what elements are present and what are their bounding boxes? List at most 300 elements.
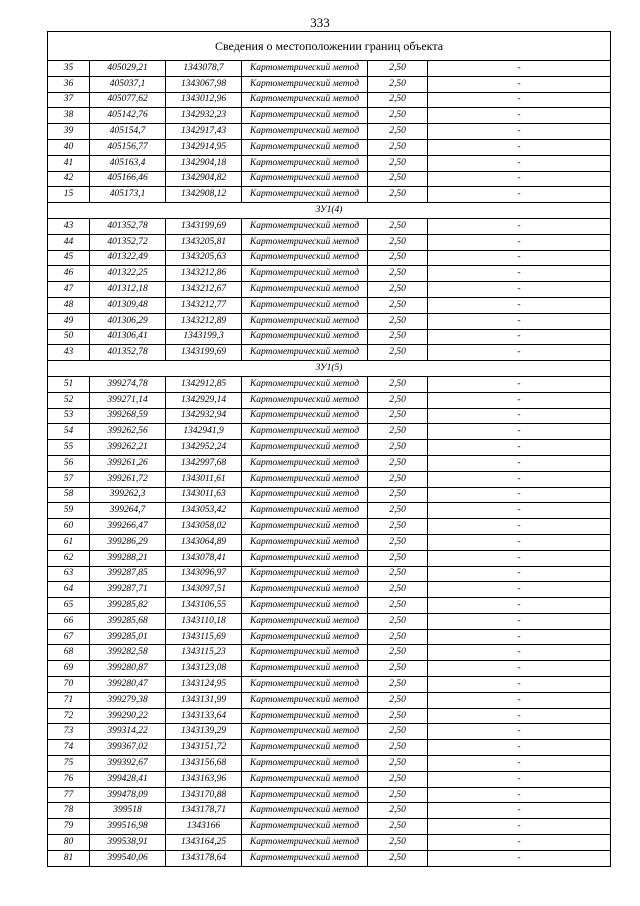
point-number-cell: 59 bbox=[48, 503, 90, 519]
x-coordinate-cell: 399261,72 bbox=[90, 471, 166, 487]
table-row bbox=[48, 550, 611, 566]
y-coordinate-cell: 1343212,89 bbox=[166, 313, 242, 329]
table-row bbox=[48, 613, 611, 629]
accuracy-cell: 2,50 bbox=[368, 76, 428, 92]
x-coordinate-cell: 399288,21 bbox=[90, 550, 166, 566]
method-cell: Картометрический метод bbox=[242, 234, 368, 250]
y-coordinate-cell: 1342941,9 bbox=[166, 424, 242, 440]
point-number-cell: 35 bbox=[48, 61, 90, 77]
point-number-cell: 47 bbox=[48, 282, 90, 298]
point-number-cell: 81 bbox=[48, 850, 90, 866]
y-coordinate-cell: 1343096,97 bbox=[166, 566, 242, 582]
point-number-cell: 69 bbox=[48, 661, 90, 677]
y-coordinate-cell: 1343110,18 bbox=[166, 613, 242, 629]
point-number-cell: 71 bbox=[48, 692, 90, 708]
table-row bbox=[48, 692, 611, 708]
x-coordinate-cell: 399285,01 bbox=[90, 629, 166, 645]
accuracy-cell: 2,50 bbox=[368, 139, 428, 155]
accuracy-cell: 2,50 bbox=[368, 677, 428, 693]
point-number-cell: 63 bbox=[48, 566, 90, 582]
accuracy-cell: 2,50 bbox=[368, 756, 428, 772]
x-coordinate-cell: 401322,49 bbox=[90, 250, 166, 266]
method-cell: Картометрический метод bbox=[242, 155, 368, 171]
y-coordinate-cell: 1343078,41 bbox=[166, 550, 242, 566]
x-coordinate-cell: 399264,7 bbox=[90, 503, 166, 519]
y-coordinate-cell: 1342904,82 bbox=[166, 171, 242, 187]
description-cell: - bbox=[428, 313, 611, 329]
x-coordinate-cell: 399290,22 bbox=[90, 708, 166, 724]
point-number-cell: 41 bbox=[48, 155, 90, 171]
y-coordinate-cell: 1343011,63 bbox=[166, 487, 242, 503]
method-cell: Картометрический метод bbox=[242, 661, 368, 677]
table-row bbox=[48, 61, 611, 77]
accuracy-cell: 2,50 bbox=[368, 329, 428, 345]
method-cell: Картометрический метод bbox=[242, 218, 368, 234]
method-cell: Картометрический метод bbox=[242, 424, 368, 440]
table-row bbox=[48, 76, 611, 92]
method-cell: Картометрический метод bbox=[242, 645, 368, 661]
point-number-cell: 64 bbox=[48, 582, 90, 598]
method-cell: Картометрический метод bbox=[242, 771, 368, 787]
accuracy-cell: 2,50 bbox=[368, 487, 428, 503]
point-number-cell: 49 bbox=[48, 313, 90, 329]
accuracy-cell: 2,50 bbox=[368, 771, 428, 787]
method-cell: Картометрический метод bbox=[242, 313, 368, 329]
table-row bbox=[48, 376, 611, 392]
method-cell: Картометрический метод bbox=[242, 139, 368, 155]
y-coordinate-cell: 1343123,08 bbox=[166, 661, 242, 677]
x-coordinate-cell: 405156,77 bbox=[90, 139, 166, 155]
description-cell: - bbox=[428, 661, 611, 677]
accuracy-cell: 2,50 bbox=[368, 124, 428, 140]
method-cell: Картометрический метод bbox=[242, 803, 368, 819]
y-coordinate-cell: 1342908,12 bbox=[166, 187, 242, 203]
description-cell: - bbox=[428, 550, 611, 566]
x-coordinate-cell: 401312,18 bbox=[90, 282, 166, 298]
point-number-cell: 62 bbox=[48, 550, 90, 566]
description-cell: - bbox=[428, 108, 611, 124]
method-cell: Картометрический метод bbox=[242, 503, 368, 519]
y-coordinate-cell: 1343139,29 bbox=[166, 724, 242, 740]
description-cell: - bbox=[428, 171, 611, 187]
description-cell: - bbox=[428, 724, 611, 740]
accuracy-cell: 2,50 bbox=[368, 471, 428, 487]
accuracy-cell: 2,50 bbox=[368, 740, 428, 756]
description-cell: - bbox=[428, 645, 611, 661]
method-cell: Картометрический метод bbox=[242, 297, 368, 313]
x-coordinate-cell: 405142,76 bbox=[90, 108, 166, 124]
x-coordinate-cell: 399261,26 bbox=[90, 455, 166, 471]
method-cell: Картометрический метод bbox=[242, 187, 368, 203]
method-cell: Картометрический метод bbox=[242, 92, 368, 108]
method-cell: Картометрический метод bbox=[242, 582, 368, 598]
table-row bbox=[48, 408, 611, 424]
table-row bbox=[48, 424, 611, 440]
y-coordinate-cell: 1343011,61 bbox=[166, 471, 242, 487]
method-cell: Картометрический метод bbox=[242, 835, 368, 851]
accuracy-cell: 2,50 bbox=[368, 61, 428, 77]
method-cell: Картометрический метод bbox=[242, 376, 368, 392]
point-number-cell: 39 bbox=[48, 124, 90, 140]
method-cell: Картометрический метод bbox=[242, 787, 368, 803]
table-row bbox=[48, 819, 611, 835]
point-number-cell: 36 bbox=[48, 76, 90, 92]
x-coordinate-cell: 405166,46 bbox=[90, 171, 166, 187]
description-cell: - bbox=[428, 771, 611, 787]
accuracy-cell: 2,50 bbox=[368, 297, 428, 313]
description-cell: - bbox=[428, 566, 611, 582]
y-coordinate-cell: 1343170,88 bbox=[166, 787, 242, 803]
x-coordinate-cell: 401352,72 bbox=[90, 234, 166, 250]
description-cell: - bbox=[428, 455, 611, 471]
x-coordinate-cell: 399262,21 bbox=[90, 440, 166, 456]
description-cell: - bbox=[428, 376, 611, 392]
description-cell: - bbox=[428, 677, 611, 693]
accuracy-cell: 2,50 bbox=[368, 250, 428, 266]
description-cell: - bbox=[428, 582, 611, 598]
description-cell: - bbox=[428, 835, 611, 851]
method-cell: Картометрический метод bbox=[242, 61, 368, 77]
table-row bbox=[48, 313, 611, 329]
point-number-cell: 80 bbox=[48, 835, 90, 851]
description-cell: - bbox=[428, 234, 611, 250]
description-cell: - bbox=[428, 424, 611, 440]
point-number-cell: 78 bbox=[48, 803, 90, 819]
point-number-cell: 43 bbox=[48, 218, 90, 234]
point-number-cell: 74 bbox=[48, 740, 90, 756]
method-cell: Картометрический метод bbox=[242, 629, 368, 645]
x-coordinate-cell: 399282,58 bbox=[90, 645, 166, 661]
table-row bbox=[48, 471, 611, 487]
table-row bbox=[48, 629, 611, 645]
section-header-row bbox=[48, 361, 611, 377]
table-row bbox=[48, 124, 611, 140]
x-coordinate-cell: 399285,82 bbox=[90, 598, 166, 614]
section-header-row bbox=[48, 203, 611, 219]
x-coordinate-cell: 399271,14 bbox=[90, 392, 166, 408]
table-row bbox=[48, 534, 611, 550]
description-cell: - bbox=[428, 613, 611, 629]
point-number-cell: 56 bbox=[48, 455, 90, 471]
table-row bbox=[48, 756, 611, 772]
method-cell: Картометрический метод bbox=[242, 250, 368, 266]
method-cell: Картометрический метод bbox=[242, 108, 368, 124]
y-coordinate-cell: 1343212,77 bbox=[166, 297, 242, 313]
point-number-cell: 76 bbox=[48, 771, 90, 787]
method-cell: Картометрический метод bbox=[242, 487, 368, 503]
point-number-cell: 73 bbox=[48, 724, 90, 740]
accuracy-cell: 2,50 bbox=[368, 503, 428, 519]
table-row bbox=[48, 139, 611, 155]
x-coordinate-cell: 399262,56 bbox=[90, 424, 166, 440]
accuracy-cell: 2,50 bbox=[368, 645, 428, 661]
x-coordinate-cell: 399428,41 bbox=[90, 771, 166, 787]
point-number-cell: 38 bbox=[48, 108, 90, 124]
table-row bbox=[48, 440, 611, 456]
point-number-cell: 37 bbox=[48, 92, 90, 108]
accuracy-cell: 2,50 bbox=[368, 187, 428, 203]
table-row bbox=[48, 503, 611, 519]
table-row bbox=[48, 771, 611, 787]
description-cell: - bbox=[428, 282, 611, 298]
x-coordinate-cell: 399268,59 bbox=[90, 408, 166, 424]
description-cell: - bbox=[428, 155, 611, 171]
y-coordinate-cell: 1343106,55 bbox=[166, 598, 242, 614]
point-number-cell: 44 bbox=[48, 234, 90, 250]
accuracy-cell: 2,50 bbox=[368, 803, 428, 819]
description-cell: - bbox=[428, 598, 611, 614]
table-title-row bbox=[48, 32, 611, 61]
table-row bbox=[48, 661, 611, 677]
accuracy-cell: 2,50 bbox=[368, 218, 428, 234]
section-label: ЗУ1(5) bbox=[48, 361, 611, 377]
accuracy-cell: 2,50 bbox=[368, 282, 428, 298]
accuracy-cell: 2,50 bbox=[368, 724, 428, 740]
description-cell: - bbox=[428, 266, 611, 282]
point-number-cell: 50 bbox=[48, 329, 90, 345]
table-row bbox=[48, 282, 611, 298]
accuracy-cell: 2,50 bbox=[368, 582, 428, 598]
description-cell: - bbox=[428, 471, 611, 487]
y-coordinate-cell: 1343178,71 bbox=[166, 803, 242, 819]
table-row bbox=[48, 708, 611, 724]
accuracy-cell: 2,50 bbox=[368, 787, 428, 803]
page-number: 333 bbox=[310, 15, 330, 30]
method-cell: Картометрический метод bbox=[242, 550, 368, 566]
point-number-cell: 67 bbox=[48, 629, 90, 645]
y-coordinate-cell: 1342952,24 bbox=[166, 440, 242, 456]
x-coordinate-cell: 401352,78 bbox=[90, 218, 166, 234]
method-cell: Картометрический метод bbox=[242, 408, 368, 424]
accuracy-cell: 2,50 bbox=[368, 661, 428, 677]
table-row bbox=[48, 345, 611, 361]
x-coordinate-cell: 399286,29 bbox=[90, 534, 166, 550]
point-number-cell: 57 bbox=[48, 471, 90, 487]
accuracy-cell: 2,50 bbox=[368, 850, 428, 866]
y-coordinate-cell: 1343205,81 bbox=[166, 234, 242, 250]
table-row bbox=[48, 171, 611, 187]
y-coordinate-cell: 1343115,69 bbox=[166, 629, 242, 645]
x-coordinate-cell: 399478,09 bbox=[90, 787, 166, 803]
y-coordinate-cell: 1342929,14 bbox=[166, 392, 242, 408]
point-number-cell: 66 bbox=[48, 613, 90, 629]
x-coordinate-cell: 399287,85 bbox=[90, 566, 166, 582]
x-coordinate-cell: 399540,06 bbox=[90, 850, 166, 866]
x-coordinate-cell: 401322,25 bbox=[90, 266, 166, 282]
x-coordinate-cell: 399274,78 bbox=[90, 376, 166, 392]
x-coordinate-cell: 399266,47 bbox=[90, 519, 166, 535]
x-coordinate-cell: 399280,87 bbox=[90, 661, 166, 677]
x-coordinate-cell: 399538,91 bbox=[90, 835, 166, 851]
description-cell: - bbox=[428, 787, 611, 803]
y-coordinate-cell: 1343064,89 bbox=[166, 534, 242, 550]
y-coordinate-cell: 1343058,02 bbox=[166, 519, 242, 535]
method-cell: Картометрический метод bbox=[242, 282, 368, 298]
accuracy-cell: 2,50 bbox=[368, 566, 428, 582]
table-row bbox=[48, 250, 611, 266]
y-coordinate-cell: 1343053,42 bbox=[166, 503, 242, 519]
table-row bbox=[48, 677, 611, 693]
method-cell: Картометрический метод bbox=[242, 124, 368, 140]
point-number-cell: 65 bbox=[48, 598, 90, 614]
description-cell: - bbox=[428, 297, 611, 313]
method-cell: Картометрический метод bbox=[242, 598, 368, 614]
accuracy-cell: 2,50 bbox=[368, 519, 428, 535]
table-row bbox=[48, 329, 611, 345]
description-cell: - bbox=[428, 740, 611, 756]
x-coordinate-cell: 401306,29 bbox=[90, 313, 166, 329]
point-number-cell: 46 bbox=[48, 266, 90, 282]
y-coordinate-cell: 1343199,69 bbox=[166, 218, 242, 234]
method-cell: Картометрический метод bbox=[242, 724, 368, 740]
description-cell: - bbox=[428, 392, 611, 408]
method-cell: Картометрический метод bbox=[242, 613, 368, 629]
method-cell: Картометрический метод bbox=[242, 692, 368, 708]
method-cell: Картометрический метод bbox=[242, 266, 368, 282]
y-coordinate-cell: 1343131,99 bbox=[166, 692, 242, 708]
x-coordinate-cell: 399262,3 bbox=[90, 487, 166, 503]
accuracy-cell: 2,50 bbox=[368, 613, 428, 629]
point-number-cell: 43 bbox=[48, 345, 90, 361]
description-cell: - bbox=[428, 124, 611, 140]
y-coordinate-cell: 1343199,3 bbox=[166, 329, 242, 345]
table-row bbox=[48, 519, 611, 535]
y-coordinate-cell: 1343115,23 bbox=[166, 645, 242, 661]
y-coordinate-cell: 1343212,86 bbox=[166, 266, 242, 282]
y-coordinate-cell: 1343067,98 bbox=[166, 76, 242, 92]
method-cell: Картометрический метод bbox=[242, 819, 368, 835]
method-cell: Картометрический метод bbox=[242, 756, 368, 772]
accuracy-cell: 2,50 bbox=[368, 835, 428, 851]
point-number-cell: 61 bbox=[48, 534, 90, 550]
boundary-coordinates-table bbox=[47, 31, 611, 867]
table-row bbox=[48, 392, 611, 408]
table-row bbox=[48, 740, 611, 756]
accuracy-cell: 2,50 bbox=[368, 598, 428, 614]
point-number-cell: 60 bbox=[48, 519, 90, 535]
description-cell: - bbox=[428, 850, 611, 866]
description-cell: - bbox=[428, 503, 611, 519]
accuracy-cell: 2,50 bbox=[368, 440, 428, 456]
description-cell: - bbox=[428, 139, 611, 155]
x-coordinate-cell: 399518 bbox=[90, 803, 166, 819]
accuracy-cell: 2,50 bbox=[368, 108, 428, 124]
method-cell: Картометрический метод bbox=[242, 471, 368, 487]
accuracy-cell: 2,50 bbox=[368, 408, 428, 424]
point-number-cell: 68 bbox=[48, 645, 90, 661]
method-cell: Картометрический метод bbox=[242, 708, 368, 724]
table-row bbox=[48, 850, 611, 866]
method-cell: Картометрический метод bbox=[242, 850, 368, 866]
accuracy-cell: 2,50 bbox=[368, 629, 428, 645]
table-row bbox=[48, 218, 611, 234]
accuracy-cell: 2,50 bbox=[368, 376, 428, 392]
point-number-cell: 52 bbox=[48, 392, 90, 408]
y-coordinate-cell: 1343097,51 bbox=[166, 582, 242, 598]
x-coordinate-cell: 405163,4 bbox=[90, 155, 166, 171]
description-cell: - bbox=[428, 487, 611, 503]
table-row bbox=[48, 645, 611, 661]
y-coordinate-cell: 1343012,96 bbox=[166, 92, 242, 108]
y-coordinate-cell: 1343166 bbox=[166, 819, 242, 835]
point-number-cell: 42 bbox=[48, 171, 90, 187]
accuracy-cell: 2,50 bbox=[368, 550, 428, 566]
y-coordinate-cell: 1342932,23 bbox=[166, 108, 242, 124]
x-coordinate-cell: 399367,02 bbox=[90, 740, 166, 756]
method-cell: Картометрический метод bbox=[242, 345, 368, 361]
table-row bbox=[48, 803, 611, 819]
x-coordinate-cell: 405154,7 bbox=[90, 124, 166, 140]
y-coordinate-cell: 1342917,43 bbox=[166, 124, 242, 140]
description-cell: - bbox=[428, 92, 611, 108]
table-row bbox=[48, 266, 611, 282]
point-number-cell: 77 bbox=[48, 787, 90, 803]
description-cell: - bbox=[428, 61, 611, 77]
y-coordinate-cell: 1343205,63 bbox=[166, 250, 242, 266]
description-cell: - bbox=[428, 629, 611, 645]
x-coordinate-cell: 399285,68 bbox=[90, 613, 166, 629]
x-coordinate-cell: 399279,38 bbox=[90, 692, 166, 708]
method-cell: Картометрический метод bbox=[242, 566, 368, 582]
y-coordinate-cell: 1343133,64 bbox=[166, 708, 242, 724]
description-cell: - bbox=[428, 692, 611, 708]
y-coordinate-cell: 1342914,95 bbox=[166, 139, 242, 155]
description-cell: - bbox=[428, 519, 611, 535]
x-coordinate-cell: 405077,62 bbox=[90, 92, 166, 108]
accuracy-cell: 2,50 bbox=[368, 171, 428, 187]
table-row bbox=[48, 582, 611, 598]
x-coordinate-cell: 399516,98 bbox=[90, 819, 166, 835]
point-number-cell: 58 bbox=[48, 487, 90, 503]
table-row bbox=[48, 598, 611, 614]
description-cell: - bbox=[428, 534, 611, 550]
x-coordinate-cell: 399287,71 bbox=[90, 582, 166, 598]
point-number-cell: 48 bbox=[48, 297, 90, 313]
point-number-cell: 70 bbox=[48, 677, 90, 693]
point-number-cell: 54 bbox=[48, 424, 90, 440]
description-cell: - bbox=[428, 250, 611, 266]
accuracy-cell: 2,50 bbox=[368, 155, 428, 171]
y-coordinate-cell: 1343199,69 bbox=[166, 345, 242, 361]
point-number-cell: 45 bbox=[48, 250, 90, 266]
accuracy-cell: 2,50 bbox=[368, 313, 428, 329]
description-cell: - bbox=[428, 408, 611, 424]
x-coordinate-cell: 399314,22 bbox=[90, 724, 166, 740]
point-number-cell: 51 bbox=[48, 376, 90, 392]
x-coordinate-cell: 401306,41 bbox=[90, 329, 166, 345]
accuracy-cell: 2,50 bbox=[368, 92, 428, 108]
point-number-cell: 72 bbox=[48, 708, 90, 724]
table-row bbox=[48, 455, 611, 471]
point-number-cell: 40 bbox=[48, 139, 90, 155]
method-cell: Картометрический метод bbox=[242, 76, 368, 92]
y-coordinate-cell: 1343151,72 bbox=[166, 740, 242, 756]
y-coordinate-cell: 1342912,85 bbox=[166, 376, 242, 392]
y-coordinate-cell: 1343124,95 bbox=[166, 677, 242, 693]
accuracy-cell: 2,50 bbox=[368, 266, 428, 282]
y-coordinate-cell: 1343078,7 bbox=[166, 61, 242, 77]
accuracy-cell: 2,50 bbox=[368, 234, 428, 250]
y-coordinate-cell: 1343178,64 bbox=[166, 850, 242, 866]
accuracy-cell: 2,50 bbox=[368, 455, 428, 471]
accuracy-cell: 2,50 bbox=[368, 392, 428, 408]
method-cell: Картометрический метод bbox=[242, 534, 368, 550]
point-number-cell: 15 bbox=[48, 187, 90, 203]
y-coordinate-cell: 1342904,18 bbox=[166, 155, 242, 171]
table-row bbox=[48, 487, 611, 503]
description-cell: - bbox=[428, 187, 611, 203]
description-cell: - bbox=[428, 803, 611, 819]
